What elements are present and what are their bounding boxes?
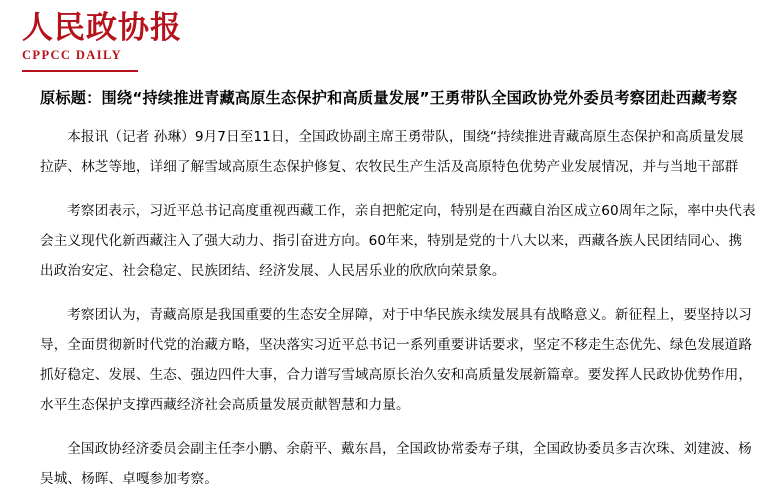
masthead-divider <box>22 70 138 72</box>
article-body <box>40 122 778 494</box>
newspaper-subtitle: CPPCC DAILY <box>22 48 123 62</box>
article-paragraph-4 <box>40 434 778 494</box>
newspaper-title: 人民政协报 <box>22 10 182 46</box>
paragraph-line: 出政治安定、社会稳定、民族团结、经济发展、人民居乐业的欣欣向荣景象。 <box>40 263 506 279</box>
article-paragraph-1 <box>40 122 778 182</box>
paragraph-line: 吴城、杨晖、卓嘎参加考察。 <box>40 471 219 487</box>
paragraph-line: 抓好稳定、发展、生态、强边四件大事，合力谱写雪域高原长治久安和高质量发展新篇章。要发挥人民政协优势作用， <box>40 367 753 383</box>
masthead <box>22 10 322 63</box>
article-paragraph-3 <box>40 300 778 420</box>
paragraph-line: 导，全面贯彻新时代党的治藏方略，坚决落实习近平总书记一系列重要讲话要求，坚定不移走生态优先、绿色发展道路 <box>40 337 753 353</box>
page-title: 原标题：围绕“持续推进青藏高原生态保护和高质量发展”王勇带队全国政协党外委员考察团赴西藏考察 <box>40 89 738 107</box>
paragraph-line: 水平生态保护支撑西藏经济社会高质量发展贡献智慧和力量。 <box>40 397 410 413</box>
paragraph-line: 拉萨、林芝等地，详细了解雪域高原生态保护修复、农牧民生产生活及高原特色优势产业发展情况，并与当地干部群 <box>40 159 739 175</box>
article-paragraph-2 <box>40 196 778 286</box>
paragraph-line: 全国政协经济委员会副主任李小鹏、余蔚平、戴东昌，全国政协常委寿子琪，全国政协委员多吉次珠、刘建波、杨 <box>67 441 752 457</box>
paragraph-line: 考察团表示，习近平总书记高度重视西藏工作，亲自把舵定向，特别是在西藏自治区成立60周年之际，率中央代表 <box>67 203 756 219</box>
paragraph-line: 会主义现代化新西藏注入了强大动力、指引奋进方向。60年来，特别是党的十八大以来，西藏各族人民团结同心、携 <box>40 233 743 249</box>
paragraph-line: 本报讯（记者 孙琳）9月7日至11日，全国政协副主席王勇带队，围绕“持续推进青藏高原生态保护和高质量发展 <box>67 129 744 145</box>
paragraph-line: 考察团认为，青藏高原是我国重要的生态安全屏障，对于中华民族永续发展具有战略意义。新征程上，要坚持以习 <box>67 307 752 323</box>
